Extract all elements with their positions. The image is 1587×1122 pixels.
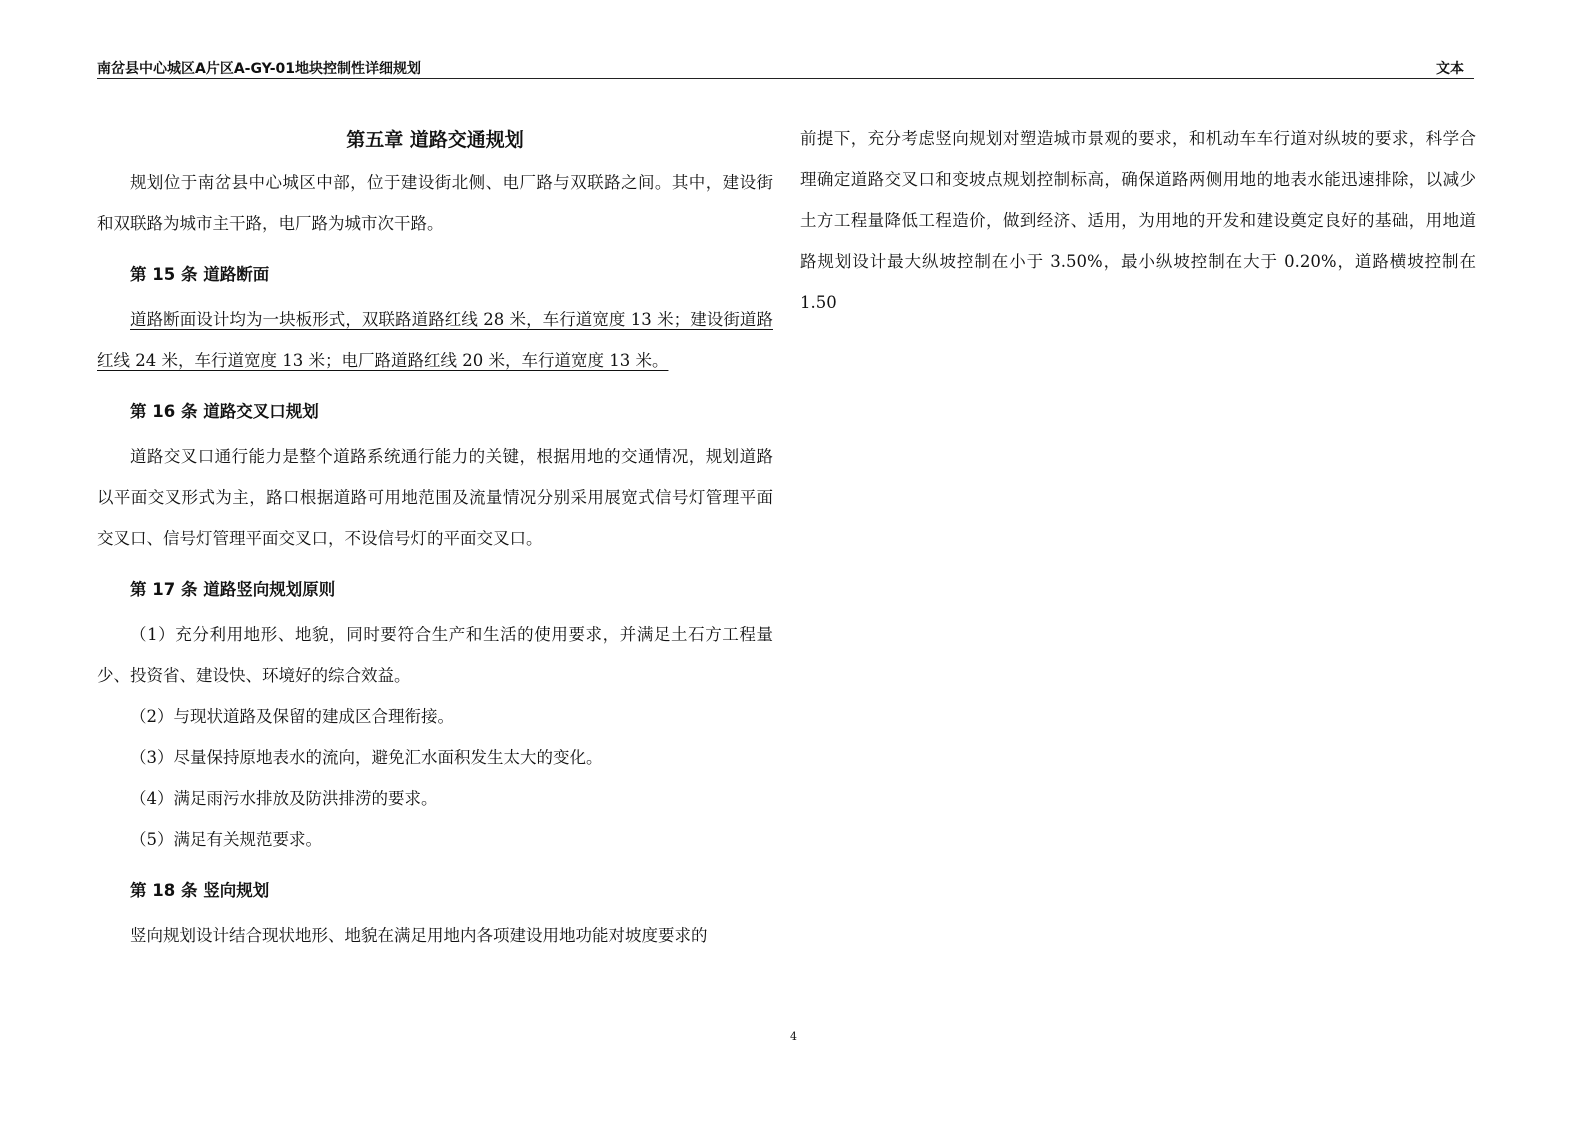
article-16-heading: 第 16 条 道路交叉口规划: [130, 402, 319, 421]
article-17-item: （3）尽量保持原地表水的流向，避免汇水面积发生太大的变化。: [130, 748, 603, 767]
article-15-text: 道路断面设计均为一块板形式，双联路道路红线 28 米，车行道宽度 13 米；建设街道路红线 24 米，车行道宽度 13 米；电厂路道路红线 20 米，车行道宽度 13 米。: [97, 310, 773, 370]
page-header: [97, 56, 1474, 79]
left-column: [97, 118, 773, 956]
right-column: [800, 118, 1476, 323]
article-17-item: （1）充分利用地形、地貌，同时要符合生产和生活的使用要求，并满足土石方工程量少、投资省、建设快、环境好的综合效益。: [97, 625, 773, 685]
article-17-item: （2）与现状道路及保留的建成区合理衔接。: [130, 707, 454, 726]
article-18-text-continued: 前提下，充分考虑竖向规划对塑造城市景观的要求，和机动车车行道对纵坡的要求，科学合理确定道路交叉口和变坡点规划控制标高，确保道路两侧用地的地表水能迅速排除，以减少土方工程量降低工程造价，做到经济、适用，为用地的开发和建设奠定良好的基础，用地道路规划设计最大纵坡控制在小于 3.50%，最小纵坡控制在大于 0.20%，道路横坡控制在 1.50: [800, 129, 1476, 312]
page-number: 4: [790, 1030, 797, 1043]
article-17-item: （5）满足有关规范要求。: [130, 830, 322, 849]
article-17-heading: 第 17 条 道路竖向规划原则: [130, 580, 336, 599]
chapter-intro: 规划位于南岔县中心城区中部，位于建设街北侧、电厂路与双联路之间。其中，建设街和双联路为城市主干路，电厂路为城市次干路。: [97, 173, 773, 233]
article-18-text-start: 竖向规划设计结合现状地形、地貌在满足用地内各项建设用地功能对坡度要求的: [130, 926, 708, 945]
article-15-heading: 第 15 条 道路断面: [130, 265, 270, 284]
chapter-title: 第五章 道路交通规划: [346, 129, 524, 151]
article-17-item: （4）满足雨污水排放及防洪排涝的要求。: [130, 789, 438, 808]
document-type-label: 文本: [1436, 61, 1464, 77]
article-16-text: 道路交叉口通行能力是整个道路系统通行能力的关键，根据用地的交通情况，规划道路以平面交叉形式为主，路口根据道路可用地范围及流量情况分别采用展宽式信号灯管理平面交叉口、信号灯管理平面交叉口，不设信号灯的平面交叉口。: [97, 447, 773, 548]
document-title: 南岔县中心城区A片区A-GY-01地块控制性详细规划: [97, 61, 422, 77]
article-18-heading: 第 18 条 竖向规划: [130, 881, 270, 900]
